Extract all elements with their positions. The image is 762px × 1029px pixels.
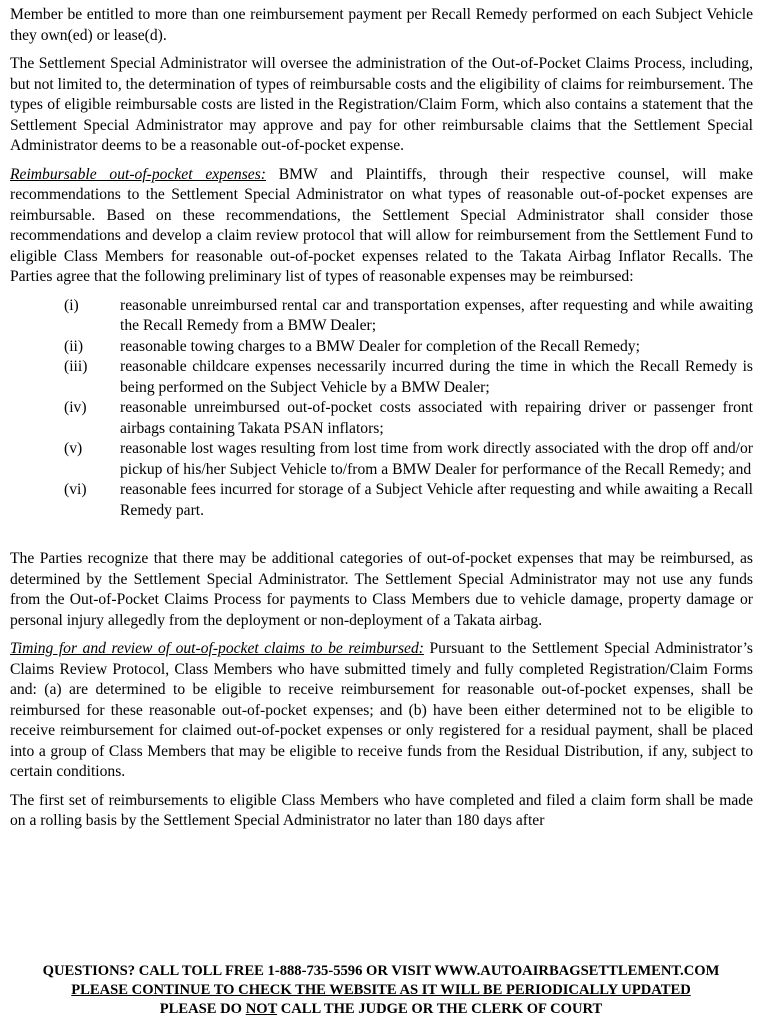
paragraph-text: Pursuant to the Settlement Special Administrator’s Claims Review Protocol, Class Members who have submitted timely and fully completed Registration/Claim Forms and: (a) are determined to be eligible to receive reimbursement for reasonable out-of-pocket expenses, shall be reimbursed for these reasonable out-of-pocket expenses; and (b) have been either determined not to be eligible to receive reimbursement for claimed out-of-pocket expenses or only registered for a residual payment, shall be placed into a group of Class Members that may be eligible to receive funds from the Residual Distribution, if any, subject to certain conditions. — [10, 640, 753, 780]
list-item — [10, 439, 753, 480]
list-item-number: (iii) — [64, 358, 88, 375]
footer-notice — [0, 962, 762, 1019]
expense-list — [10, 296, 753, 522]
paragraph-additional-categories: The Parties recognize that there may be additional categories of out-of-pocket expenses that may be reimbursed, as determined by the Settlement Special Administrator. The Settlement Special Administrator may not use any funds from the Out-of-Pocket Claims Process for payments to Class Members due to vehicle damage, property damage or personal injury allegedly from the deployment or non-deployment of a Takata airbag. — [10, 550, 753, 629]
list-item-number: (iv) — [64, 399, 87, 416]
paragraph-administration: The Settlement Special Administrator will oversee the administration of the Out-of-Pocket Claims Process, including, but not limited to, the determination of types of reimbursable costs and the eligibility of claims for reimbursement. The types of eligible reimbursable costs are listed in the Registration/Claim Form, which also contains a statement that the Settlement Special Administrator may approve and pay for other reimbursable claims that the Settlement Special Administrator deems to be a reasonable out-of-pocket expense. — [10, 55, 753, 154]
footer-warning-not: NOT — [245, 1001, 278, 1017]
section-heading-reimbursable: Reimbursable out-of-pocket expenses: — [10, 165, 266, 183]
paragraph-first-reimbursements: The first set of reimbursements to eligible Class Members who have completed and filed a claim form shall be made on a rolling basis by the Settlement Special Administrator no later than 180 days after — [10, 791, 753, 829]
list-item-text: reasonable unreimbursed rental car and transportation expenses, after requesting and while awaiting the Recall Remedy from a BMW Dealer; — [120, 296, 753, 334]
list-item-number: (i) — [64, 296, 79, 314]
list-item-text: reasonable lost wages resulting from lost time from work directly associated with the drop off and/or pickup of his/her Subject Vehicle to/from a BMW Dealer for performance of the Recall Remedy; and — [120, 440, 753, 478]
paragraph-reimbursable-expenses — [10, 165, 753, 288]
footer-line-website: PLEASE CONTINUE TO CHECK THE WEBSITE AS IT WILL BE PERIODICALLY UPDATED — [71, 982, 691, 998]
footer-line-warning — [0, 1000, 762, 1019]
list-item-text: reasonable unreimbursed out-of-pocket costs associated with repairing driver or passenger front airbags containing Takata PSAN inflators; — [120, 399, 753, 437]
paragraph-text: BMW and Plaintiffs, through their respective counsel, will make recommendations to the Settlement Special Administrator on what types of reasonable out-of-pocket expenses are reimbursable. Based on these recommendations, the Settlement Special Administrator shall consider those recommendations and develop a claim review protocol that will allow for reimbursement from the Settlement Fund to eligible Class Members for reasonable out-of-pocket expenses related to the Takata Airbag Inflator Recalls. The Parties agree that the following preliminary list of types of reasonable expenses may be reimbursed: — [10, 165, 754, 285]
footer-line-questions: QUESTIONS? CALL TOLL FREE 1-888-735-5596 OR VISIT WWW.AUTOAIRBAGSETTLEMENT.COM — [42, 963, 720, 979]
document-page — [10, 5, 753, 840]
list-item — [10, 296, 753, 337]
list-item — [10, 357, 753, 398]
footer-warning-suffix: CALL THE JUDGE OR THE CLERK OF COURT — [277, 1001, 603, 1017]
paragraph-timing-review — [10, 639, 753, 783]
list-item-text: reasonable fees incurred for storage of a Subject Vehicle after requesting and while awaiting a Recall Remedy part. — [120, 481, 753, 519]
list-item-text: reasonable towing charges to a BMW Dealer for completion of the Recall Remedy; — [120, 337, 640, 355]
footer-warning-prefix: PLEASE DO — [159, 1001, 246, 1017]
list-item-text: reasonable childcare expenses necessarily incurred during the time in which the Recall Remedy is being performed on the Subject Vehicle by a BMW Dealer; — [120, 358, 753, 396]
list-item-number: (ii) — [64, 337, 84, 355]
section-heading-timing: Timing for and review of out-of-pocket claims to be reimbursed: — [10, 640, 424, 657]
list-item — [10, 480, 753, 521]
list-item-number: (vi) — [64, 481, 87, 498]
paragraph-entitlement: Member be entitled to more than one reimbursement payment per Recall Remedy performed on each Subject Vehicle they own(ed) or lease(d). — [10, 6, 753, 44]
list-item-number: (v) — [64, 440, 83, 457]
list-item — [10, 337, 753, 358]
list-item — [10, 398, 753, 439]
